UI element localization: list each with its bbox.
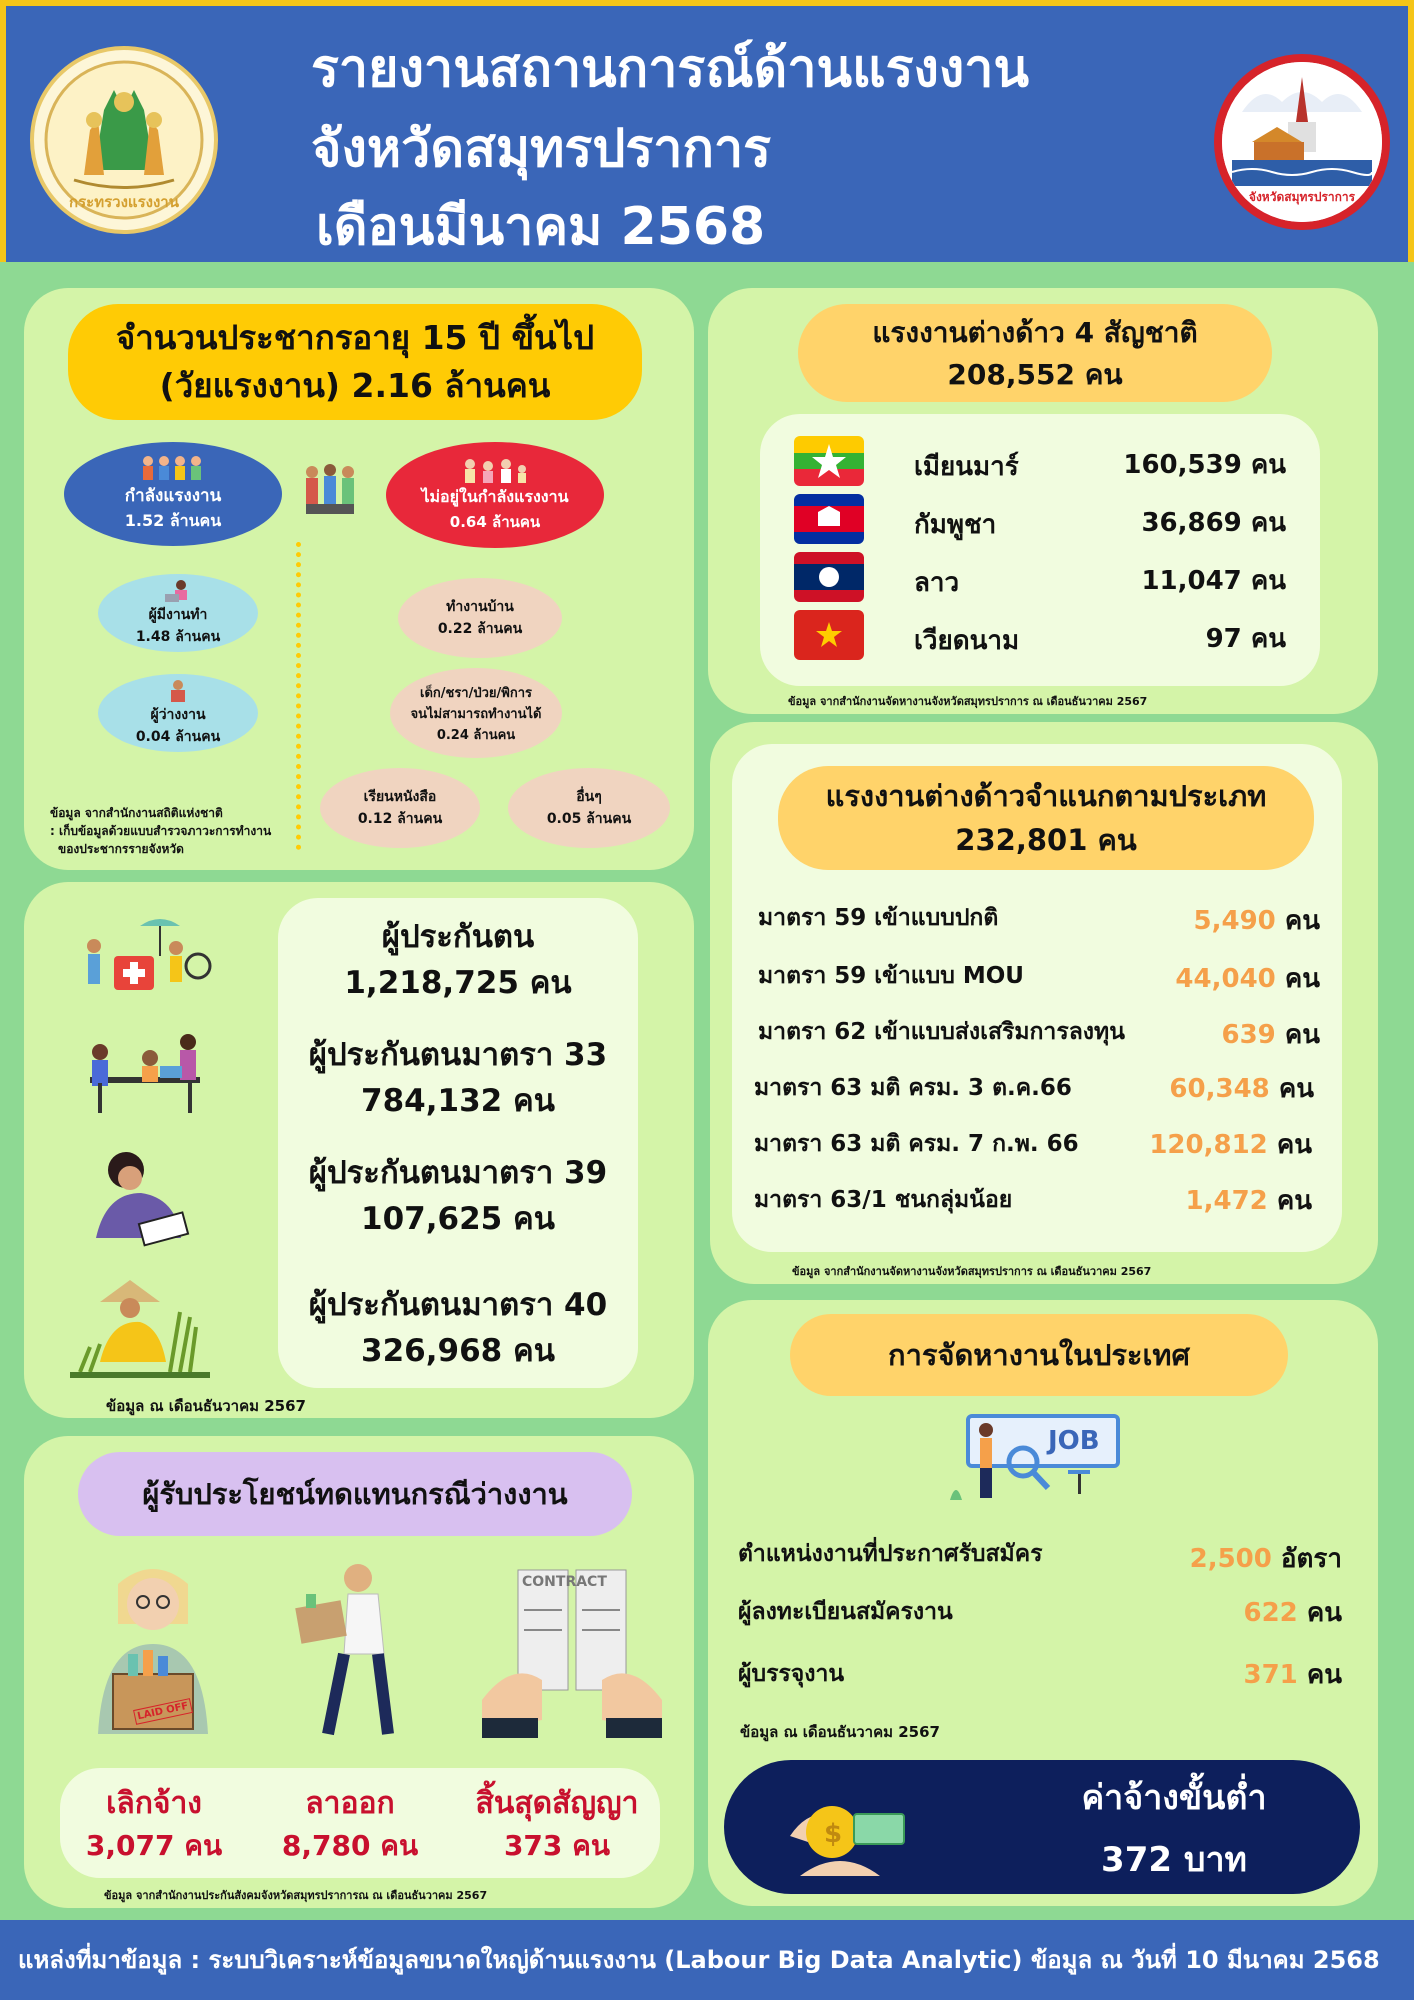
province-logo-text: จังหวัดสมุทรปราการ	[1248, 190, 1356, 204]
insured-s40-value: 326,968 คน	[361, 1333, 555, 1369]
insured-source: ข้อมูล ณ เดือนธันวาคม 2567	[106, 1397, 306, 1415]
jobless-person-icon	[166, 678, 190, 704]
farmer-icon	[70, 1272, 210, 1386]
writing-person-icon	[86, 1148, 196, 1252]
not-in-labor-force-value: 0.64 ล้านคน	[449, 512, 541, 531]
benefit-contract-end-value: 373 คน	[503, 1829, 611, 1862]
unable-to-work-oval	[390, 668, 562, 758]
labor-force-value: 1.52 ล้านคน	[124, 511, 222, 530]
insured-total-value: 1,218,725 คน	[344, 965, 572, 1001]
job-openings-label: ตำแหน่งงานที่ประกาศรับสมัคร	[738, 1541, 1043, 1567]
benefit-resign-value: 8,780 คน	[281, 1829, 419, 1862]
other-value: 0.05 ล้านคน	[546, 811, 632, 827]
page-title-line1: รายงานสถานการณ์ด้านแรงงาน	[311, 39, 1030, 99]
insured-s39-label: ผู้ประกันตนมาตรา 39	[308, 1155, 608, 1191]
value-cambodia: 36,869 คน	[1141, 508, 1286, 538]
foreign4-title-pill	[798, 304, 1272, 402]
money-hand-icon	[780, 1776, 910, 1884]
insured-values-card	[278, 898, 638, 1388]
type-row-label: มาตรา 63 มติ ครม. 7 ก.พ. 66	[754, 1131, 1079, 1157]
benefit-resign-label: ลาออก	[305, 1786, 395, 1821]
employed-oval	[98, 574, 258, 652]
crowd-icon	[300, 458, 362, 524]
type-row-value: 1,472 คน	[1185, 1186, 1312, 1216]
value-laos: 11,047 คน	[1141, 566, 1286, 596]
page-title-line3: เดือนมีนาคม 2568	[316, 197, 766, 257]
healthcare-people-icon	[80, 916, 220, 1010]
type-row-value: 120,812 คน	[1149, 1130, 1312, 1160]
value-vietnam: 97 คน	[1205, 624, 1286, 654]
insured-s39-value: 107,625 คน	[361, 1201, 555, 1237]
unemployed-label: ผู้ว่างงาน	[150, 707, 206, 723]
divider-dotted-line	[296, 542, 301, 850]
job-applicants-value: 622 คน	[1243, 1598, 1342, 1628]
laid-off-worker-icon	[88, 1554, 218, 1748]
office-worker-icon	[163, 578, 193, 604]
foreign-type-title-pill	[778, 766, 1314, 870]
jobs-title: การจัดหางานในประเทศ	[790, 1314, 1288, 1396]
foreign-workers-nationality-panel	[708, 288, 1378, 714]
unable-label-2: จนไม่สามารถทำงานได้	[410, 706, 542, 722]
insured-total-label: ผู้ประกันตน	[381, 919, 535, 955]
employed-label: ผู้มีงานทำ	[148, 607, 208, 623]
data-source-footer: แหล่งที่มาข้อมูล : ระบบวิเคราะห์ข้อมูลขนาดใหญ่ด้านแรงงาน (Labour Big Data Analytic) ข้อมูล ณ วันที่ 10 มีนาคม 2568	[0, 1920, 1414, 2000]
type-row-label: มาตรา 63 มติ ครม. 3 ต.ค.66	[754, 1075, 1072, 1101]
unemployment-benefit-panel	[24, 1436, 694, 1908]
ministry-logo-text: กระทรวงแรงงาน	[69, 193, 179, 211]
page-title-line2: จังหวัดสมุทรปราการ	[311, 119, 772, 179]
foreign4-title-line1: แรงงานต่างด้าว 4 สัญชาติ	[872, 316, 1198, 349]
type-row-value: 60,348 คน	[1169, 1074, 1314, 1104]
cambodia-flag-icon	[794, 494, 864, 544]
other-oval	[508, 768, 670, 848]
office-team-icon	[70, 1022, 220, 1126]
insured-s33-value: 784,132 คน	[361, 1083, 555, 1119]
labor-force-oval	[64, 442, 282, 546]
benefit-contract-end-label: สิ้นสุดสัญญา	[475, 1786, 639, 1821]
not-in-labor-force-label: ไม่อยู่ในกำลังแรงงาน	[421, 486, 569, 506]
population-source-2: : เก็บข้อมูลด้วยแบบสำรวจภาวะการทำงาน	[50, 824, 272, 838]
type-row-value: 639 คน	[1221, 1020, 1320, 1050]
housework-value: 0.22 ล้านคน	[437, 621, 523, 637]
elderly-children-icon	[460, 457, 530, 485]
type-row-value: 5,490 คน	[1193, 906, 1320, 936]
labor-force-label: กำลังแรงงาน	[124, 486, 222, 506]
foreign-type-title-line2: 232,801 คน	[955, 823, 1137, 857]
domestic-jobs-panel	[708, 1300, 1378, 1906]
studying-oval	[320, 768, 480, 848]
foreign4-list	[760, 414, 1320, 686]
minimum-wage-value: 372 บาท	[1101, 1840, 1247, 1880]
foreign-type-title-line1: แรงงานต่างด้าวจำแนกตามประเภท	[825, 779, 1267, 813]
type-row-label: มาตรา 59 เข้าแบบ MOU	[758, 963, 1024, 989]
benefit-laid-off-label: เลิกจ้าง	[106, 1786, 202, 1821]
type-row-label: มาตรา 62 เข้าแบบส่งเสริมการลงทุน	[758, 1019, 1125, 1045]
laos-flag-icon	[794, 552, 864, 602]
housework-label: ทำงานบ้าน	[446, 599, 514, 615]
unable-value: 0.24 ล้านคน	[436, 727, 516, 743]
jobs-source: ข้อมูล ณ เดือนธันวาคม 2567	[740, 1723, 940, 1741]
population-title-line1: จำนวนประชากรอายุ 15 ปี ขึ้นไป	[115, 318, 595, 357]
samut-prakan-seal-logo	[1214, 54, 1390, 230]
minimum-wage-label: ค่าจ้างขั้นต่ำ	[1081, 1778, 1267, 1818]
population-title-line2: (วัยแรงงาน) 2.16 ล้านคน	[159, 366, 551, 405]
type-row-value: 44,040 คน	[1175, 964, 1320, 994]
workers-group-icon	[138, 454, 208, 482]
country-vietnam: เวียดนาม	[914, 626, 1020, 656]
population-source-1: ข้อมูล จากสำนักงานสถิติแห่งชาติ	[50, 806, 223, 820]
country-myanmar: เมียนมาร์	[914, 452, 1019, 482]
benefit-title: ผู้รับประโยชน์ทดแทนกรณีว่างงาน	[78, 1452, 632, 1536]
population-title-pill	[68, 304, 642, 420]
type-row-label: มาตรา 59 เข้าแบบปกติ	[758, 905, 999, 931]
ministry-of-labour-logo	[30, 46, 218, 234]
not-in-labor-force-oval	[386, 442, 604, 548]
housework-oval	[398, 578, 562, 658]
vietnam-flag-icon	[794, 610, 864, 660]
contract-sign-text: CONTRACT	[522, 1574, 607, 1590]
employed-value: 1.48 ล้านคน	[135, 629, 221, 645]
insured-panel	[24, 882, 694, 1418]
foreign-workers-type-panel	[710, 722, 1378, 1284]
job-placed-label: ผู้บรรจุงาน	[738, 1661, 845, 1687]
type-row-label: มาตรา 63/1 ชนกลุ่มน้อย	[754, 1187, 1013, 1213]
country-laos: ลาว	[914, 568, 960, 598]
studying-label: เรียนหนังสือ	[363, 789, 437, 805]
unemployed-oval	[98, 674, 258, 752]
resigning-worker-icon	[288, 1554, 418, 1748]
benefit-laid-off-value: 3,077 คน	[85, 1829, 223, 1862]
laid-off-sign-text: LAID OFF	[133, 1698, 193, 1725]
myanmar-flag-icon	[794, 436, 864, 486]
insured-s33-label: ผู้ประกันตนมาตรา 33	[308, 1037, 608, 1073]
foreign4-title-line2: 208,552 คน	[947, 358, 1123, 391]
job-placed-value: 371 คน	[1243, 1660, 1342, 1690]
studying-value: 0.12 ล้านคน	[357, 811, 443, 827]
unable-label-1: เด็ก/ชรา/ป่วย/พิการ	[420, 685, 532, 701]
header-banner	[0, 0, 1414, 262]
svg-text:$: $	[824, 1819, 843, 1849]
job-search-icon	[948, 1410, 1128, 1514]
torn-contract-icon	[482, 1550, 662, 1748]
foreign4-source: ข้อมูล จากสำนักงานจัดหางานจังหวัดสมุทรปราการ ณ เดือนธันวาคม 2567	[788, 695, 1148, 708]
minimum-wage-card	[724, 1760, 1360, 1894]
country-cambodia: กัมพูชา	[914, 510, 997, 540]
population-source-3: ของประชากรรายจังหวัด	[58, 842, 184, 856]
job-openings-value: 2,500 อัตรา	[1189, 1544, 1342, 1574]
unemployed-value: 0.04 ล้านคน	[135, 729, 221, 745]
population-panel	[24, 288, 694, 870]
benefit-values-card	[60, 1768, 660, 1878]
value-myanmar: 160,539 คน	[1123, 450, 1286, 480]
foreign-type-source: ข้อมูล จากสำนักงานจัดหางานจังหวัดสมุทรปราการ ณ เดือนธันวาคม 2567	[792, 1265, 1152, 1278]
job-applicants-label: ผู้ลงทะเบียนสมัครงาน	[738, 1599, 953, 1625]
job-sign-text: JOB	[1048, 1426, 1100, 1456]
benefit-source: ข้อมูล จากสำนักงานประกันสังคมจังหวัดสมุทรปราการณ ณ เดือนธันวาคม 2567	[104, 1889, 488, 1902]
other-label: อื่นๆ	[576, 789, 602, 805]
insured-s40-label: ผู้ประกันตนมาตรา 40	[308, 1287, 608, 1323]
